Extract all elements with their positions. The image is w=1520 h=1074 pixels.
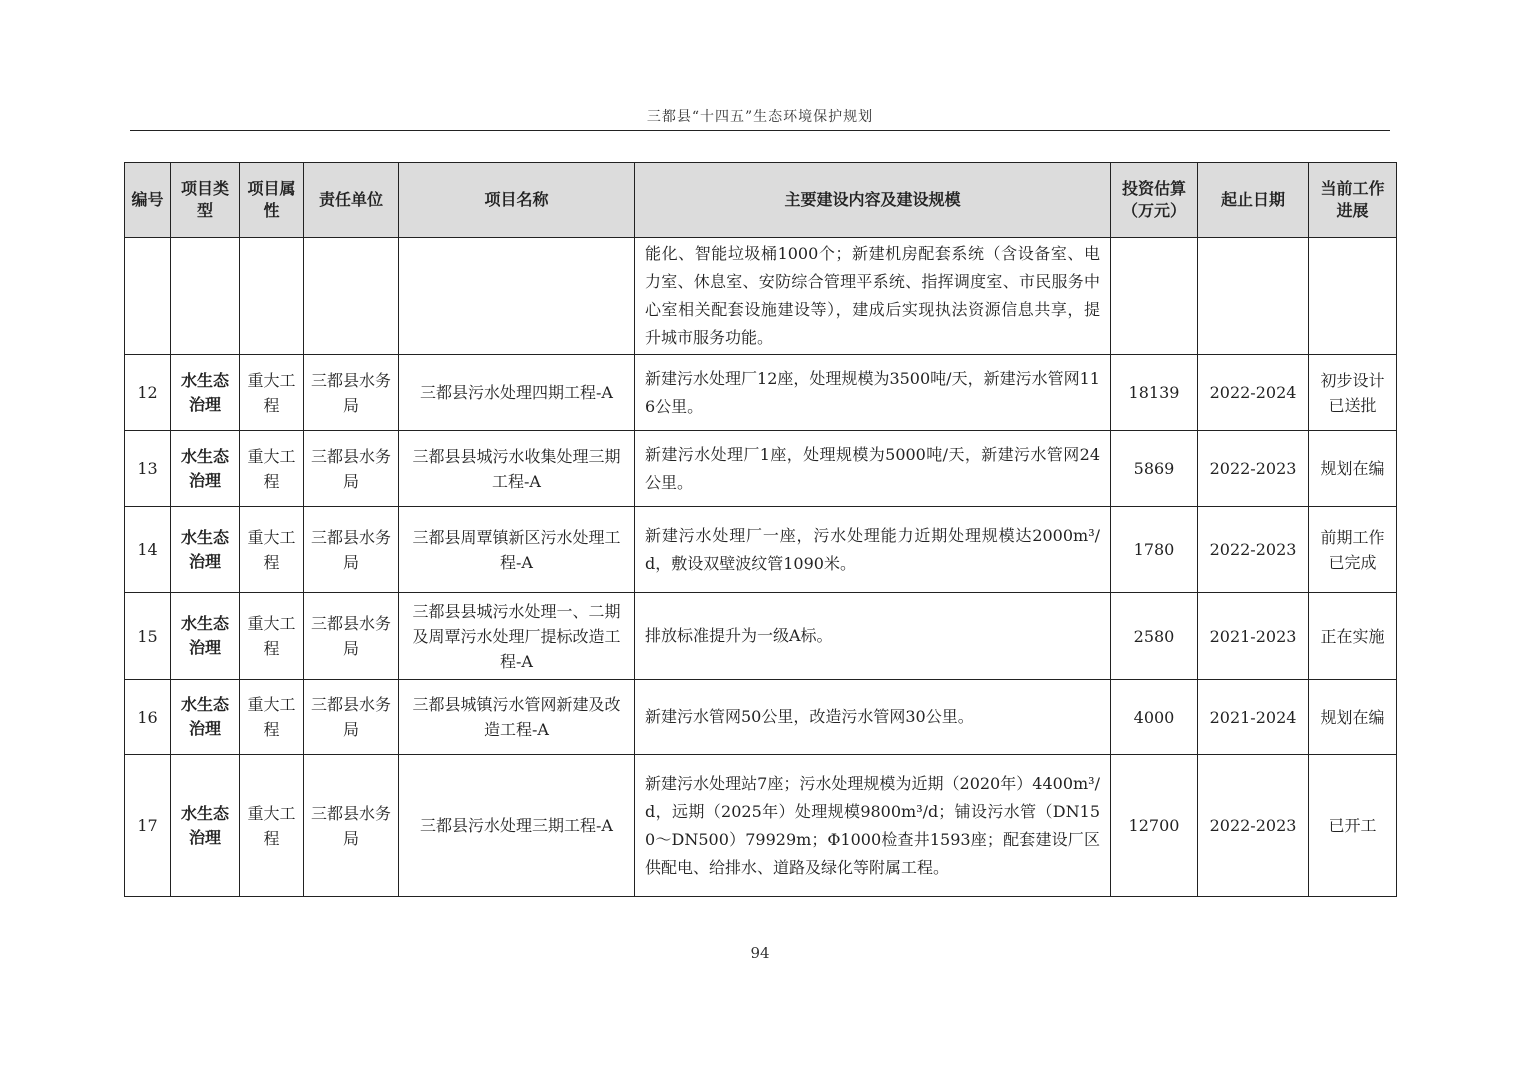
cell-unit: 三都县水务局	[304, 431, 399, 507]
cell-attribute: 重大工程	[240, 755, 304, 897]
table-row	[125, 755, 1397, 897]
cell-progress: 正在实施	[1309, 593, 1397, 680]
cell-type: 水生态治理	[171, 755, 240, 897]
cell-investment: 1780	[1111, 507, 1198, 593]
page-header-title: 三都县“十四五”生态环境保护规划	[646, 109, 874, 125]
cell-progress: 规划在编	[1309, 431, 1397, 507]
cell-no: 12	[125, 355, 171, 431]
cell-content: 能化、智能垃圾桶1000个；新建机房配套系统（含设备室、电力室、休息室、安防综合管理平系统、指挥调度室、市民服务中心室相关配套设施建设等），建成后实现执法资源信息共享，提升城市服务功能。	[635, 238, 1111, 355]
page-number: 94	[750, 944, 770, 962]
col-header-investment: 投资估算（万元）	[1111, 163, 1198, 238]
col-header-progress: 当前工作进展	[1309, 163, 1397, 238]
cell-empty	[1309, 238, 1397, 355]
cell-investment: 5869	[1111, 431, 1198, 507]
cell-investment: 2580	[1111, 593, 1198, 680]
cell-unit: 三都县水务局	[304, 593, 399, 680]
col-header-name: 项目名称	[399, 163, 635, 238]
cell-period: 2022-2023	[1198, 507, 1309, 593]
cell-no: 17	[125, 755, 171, 897]
cell-unit: 三都县水务局	[304, 755, 399, 897]
cell-name: 三都县污水处理四期工程-A	[399, 355, 635, 431]
col-header-unit: 责任单位	[304, 163, 399, 238]
cell-empty	[125, 238, 171, 355]
col-header-no: 编号	[125, 163, 171, 238]
projects-table	[124, 162, 1397, 897]
table-row	[125, 593, 1397, 680]
cell-empty	[1198, 238, 1309, 355]
cell-period: 2022-2024	[1198, 355, 1309, 431]
cell-type: 水生态治理	[171, 355, 240, 431]
cell-name: 三都县县城污水收集处理三期工程-A	[399, 431, 635, 507]
cell-investment: 4000	[1111, 680, 1198, 755]
cell-no: 15	[125, 593, 171, 680]
cell-name: 三都县污水处理三期工程-A	[399, 755, 635, 897]
cell-attribute: 重大工程	[240, 431, 304, 507]
cell-type: 水生态治理	[171, 507, 240, 593]
cell-content: 新建污水处理厂1座，处理规模为5000吨/天，新建污水管网24公里。	[635, 431, 1111, 507]
cell-investment: 12700	[1111, 755, 1198, 897]
col-header-type: 项目类型	[171, 163, 240, 238]
cell-empty	[171, 238, 240, 355]
col-header-content: 主要建设内容及建设规模	[635, 163, 1111, 238]
cell-type: 水生态治理	[171, 431, 240, 507]
col-header-period: 起止日期	[1198, 163, 1309, 238]
cell-empty	[399, 238, 635, 355]
cell-attribute: 重大工程	[240, 507, 304, 593]
table-header-row	[125, 163, 1397, 238]
cell-empty	[1111, 238, 1198, 355]
cell-progress: 前期工作已完成	[1309, 507, 1397, 593]
table-row	[125, 680, 1397, 755]
header-divider	[130, 130, 1390, 131]
col-header-attribute: 项目属性	[240, 163, 304, 238]
cell-empty	[240, 238, 304, 355]
cell-content: 排放标准提升为一级A标。	[635, 593, 1111, 680]
table-row	[125, 431, 1397, 507]
cell-investment: 18139	[1111, 355, 1198, 431]
cell-no: 14	[125, 507, 171, 593]
cell-attribute: 重大工程	[240, 680, 304, 755]
cell-attribute: 重大工程	[240, 593, 304, 680]
cell-progress: 初步设计已送批	[1309, 355, 1397, 431]
table-row	[125, 355, 1397, 431]
cell-unit: 三都县水务局	[304, 507, 399, 593]
cell-period: 2021-2024	[1198, 680, 1309, 755]
cell-period: 2021-2023	[1198, 593, 1309, 680]
cell-content: 新建污水管网50公里，改造污水管网30公里。	[635, 680, 1111, 755]
cell-name: 三都县城镇污水管网新建及改造工程-A	[399, 680, 635, 755]
cell-name: 三都县周覃镇新区污水处理工程-A	[399, 507, 635, 593]
cell-empty	[304, 238, 399, 355]
cell-type: 水生态治理	[171, 680, 240, 755]
cell-progress: 规划在编	[1309, 680, 1397, 755]
cell-content: 新建污水处理厂一座，污水处理能力近期处理规模达2000m³/d，敷设双壁波纹管1090米。	[635, 507, 1111, 593]
table-row-continuation	[125, 238, 1397, 355]
cell-content: 新建污水处理站7座；污水处理规模为近期（2020年）4400m³/d，远期（2025年）处理规模9800m³/d；铺设污水管（DN150～DN500）79929m；Φ1000检查井1593座；配套建设厂区供配电、给排水、道路及绿化等附属工程。	[635, 755, 1111, 897]
cell-period: 2022-2023	[1198, 431, 1309, 507]
cell-attribute: 重大工程	[240, 355, 304, 431]
cell-no: 13	[125, 431, 171, 507]
table-row	[125, 507, 1397, 593]
cell-progress: 已开工	[1309, 755, 1397, 897]
cell-type: 水生态治理	[171, 593, 240, 680]
cell-name: 三都县县城污水处理一、二期及周覃污水处理厂提标改造工程-A	[399, 593, 635, 680]
cell-unit: 三都县水务局	[304, 680, 399, 755]
cell-no: 16	[125, 680, 171, 755]
cell-content: 新建污水处理厂12座，处理规模为3500吨/天，新建污水管网116公里。	[635, 355, 1111, 431]
cell-unit: 三都县水务局	[304, 355, 399, 431]
cell-period: 2022-2023	[1198, 755, 1309, 897]
